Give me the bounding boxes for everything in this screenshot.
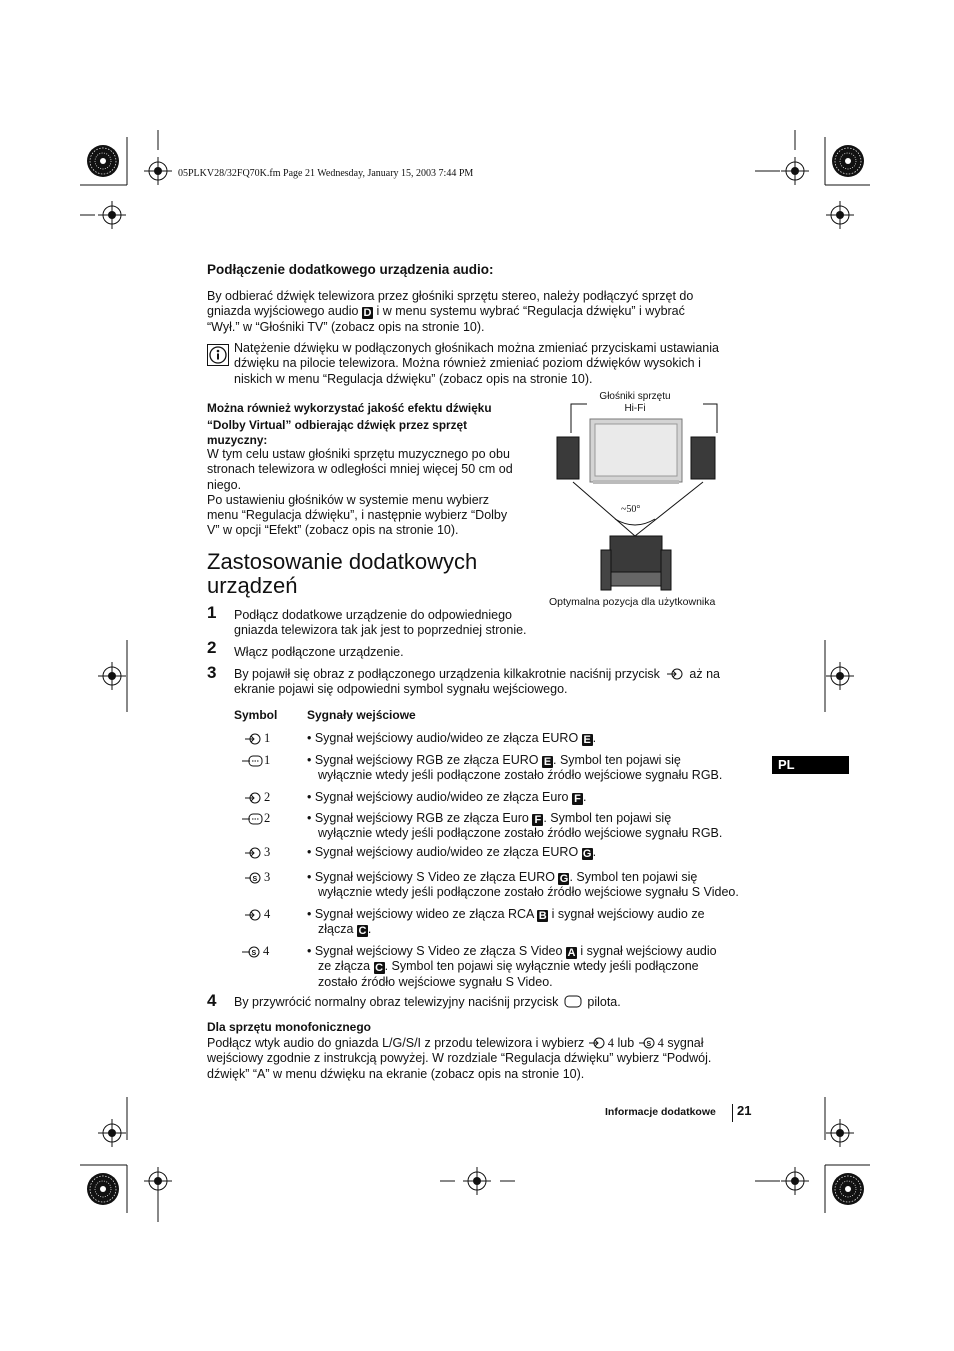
dolby-heading: Można również wykorzystać jakość efektu dźwięku “Dolby Virtual” odbierając dźwięk przez sprzęt muzyczny: (207, 401, 492, 447)
connector-label: C (375, 962, 384, 975)
mono-heading: Dla sprzętu monofonicznego (207, 1020, 372, 1034)
audio-paragraph (207, 289, 747, 335)
step-text: Podłącz dodatkowe urządzenie do odpowiedniego gniazda telewizora tak jak jest to poprzedniej stronie. (234, 608, 527, 638)
input-svideo-icon (241, 946, 263, 958)
signal-row: • Sygnał wejściowy audio/wideo ze złącza Euro F . (307, 790, 587, 805)
svg-text:S: S (646, 1041, 651, 1048)
input-rgb-icon (241, 813, 264, 825)
connector-label: E (543, 756, 552, 768)
step-number: 1 (207, 603, 217, 622)
input-av-icon (588, 1037, 608, 1049)
symbol-cell: 2 (244, 790, 270, 805)
signal-row: • Sygnał wejściowy S Video ze złącza EURO G. Symbol ten pojawi się wyłącznie wtedy jeśli podłączone zostało źródło wejściowe sygnału S Video. (307, 870, 739, 900)
info-note: Natężenie dźwięku w podłączonych głośnikach można zmieniać przyciskami ustawiania dźwięku na pilocie telewizora. Można również zmieniać poziom dźwięków wysokich i niskich w menu “Regulacja dźwięku” (zobacz opis na stronie 10). (234, 341, 719, 386)
signal-row: • Sygnał wejściowy RGB ze złącza EURO E . Symbol ten pojawi się wyłącznie wtedy jeśli podłączone zostało źródło wejściowe sygnału RGB. (307, 753, 723, 783)
input-av-icon (244, 909, 264, 921)
table-header-signals: Sygnały wejściowe (307, 708, 416, 722)
signal-row: • Sygnał wejściowy audio/wideo ze złącza EURO E . (307, 731, 597, 746)
audio-p1-line: gniazda wyjściowego audio D i w menu systemu wybrać “Regulacja dźwięku” i wybrać (207, 304, 685, 320)
page-number: 21 (737, 1103, 752, 1118)
connector-label: A (567, 947, 576, 959)
symbol-cell: 4 (244, 907, 270, 922)
symbol-cell: 2 (241, 811, 270, 826)
signal-row: • Sygnał wejściowy wideo ze złącza RCA B i sygnał wejściowy audio ze złącza C . (307, 907, 705, 938)
step-number: 3 (207, 663, 217, 682)
language-tab: PL (772, 756, 849, 774)
signal-row: • Sygnał wejściowy S Video ze złącza S Video A i sygnał wejściowy audio ze złącza C . Symbol ten pojawi się wyłącznie wtedy jeśli podłączone zostało źródło wejściowe sygnału S Video. (307, 944, 717, 989)
file-info-header: 05PLKV28/32FQ70K.fm Page 21 Wednesday, January 15, 2003 7:44 PM (178, 168, 474, 179)
input-av-icon (244, 792, 264, 804)
speakers-label: Głośniki sprzętu Hi-Fi (599, 391, 671, 414)
table-header-symbol: Symbol (234, 708, 278, 722)
figure-caption: Optymalna pozycja dla użytkownika (549, 596, 716, 608)
symbol-cell: 1 (241, 753, 270, 768)
audio-heading: Podłączenie dodatkowego urządzenia audio: (207, 262, 494, 277)
input-av-icon (244, 733, 264, 745)
audio-p1-line: By odbierać dźwięk telewizora przez głośniki sprzętu stereo, należy podłączyć sprzęt do (207, 289, 694, 303)
connector-label: G (582, 848, 592, 860)
svg-text:S: S (251, 950, 257, 957)
page-title: Zastosowanie dodatkowych urządzeń (207, 549, 478, 598)
audio-p1-line: “Wył.” w “Głośniki TV” (zobacz opis na stronie 10). (207, 319, 485, 334)
input-rgb-icon (241, 755, 264, 767)
connector-label: F (532, 814, 543, 826)
speaker-diagram (545, 388, 745, 598)
connector-label: C (358, 925, 367, 938)
speaker-figure (545, 388, 745, 613)
signal-row: • Sygnał wejściowy RGB ze złącza Euro F . Symbol ten pojawi się wyłącznie wtedy jeśli podłączone zostało źródło wejściowe sygnału RGB. (307, 811, 723, 841)
dolby-text: W tym celu ustaw głośniki sprzętu muzycznego po obu stronach telewizora w odległości mniej więcej 50 cm od niego. Po ustawieniu głośników w systemie menu wybierz menu “Regulacja dźwięku”, i następnie wybierz “Dolby V” w opcji “Efekt” (zobacz opis na stronie 10). (207, 447, 513, 538)
step-text: Włącz podłączone urządzenie. (234, 645, 404, 659)
angle-label: ~50° (621, 504, 641, 515)
symbol-cell: 1 (244, 731, 270, 746)
step-number: 2 (207, 638, 217, 657)
footer-divider (732, 1104, 733, 1122)
tv-button-icon (564, 995, 582, 1008)
input-svideo-icon (638, 1037, 658, 1049)
symbol-cell: 3 (244, 845, 270, 860)
input-av-icon (244, 847, 264, 859)
mono-paragraph: Podłącz wtyk audio do gniazda L/G/S/I z przodu telewizora i wybierz 4 lub S 4 sygnał wejściowy zgodnie z instrukcją powyżej. W rozdziale “Regulacja dźwięku” wybierz “Podwój. dźwięk” “A” w menu dźwięku na ekranie (zobacz opis na stronie 10). (207, 1036, 712, 1081)
symbol-cell: S 4 (241, 944, 269, 959)
signal-row: • Sygnał wejściowy audio/wideo ze złącza EURO G. (307, 845, 597, 860)
input-svideo-icon (244, 872, 264, 884)
info-icon (207, 344, 229, 366)
svg-text:S: S (252, 876, 258, 883)
dolby-section (207, 400, 537, 539)
connector-label: B (538, 910, 547, 922)
input-select-button-icon (666, 668, 686, 680)
step-number: 4 (207, 991, 217, 1010)
connector-label: E (583, 734, 591, 746)
connector-d-label: D (363, 307, 372, 320)
connector-label: F (572, 793, 583, 805)
symbol-cell: S 3 (244, 870, 270, 885)
connector-label: G (559, 873, 569, 885)
footer-section: Informacje dodatkowe (605, 1106, 716, 1118)
step-text: By przywrócić normalny obraz telewizyjny naciśnij przycisk pilota. (234, 995, 621, 1009)
step-text: By pojawił się obraz z podłączonego urządzenia kilkakrotnie naciśnij przycisk aż na ekranie pojawi się odpowiedni symbol sygnału wejściowego. (234, 667, 720, 697)
